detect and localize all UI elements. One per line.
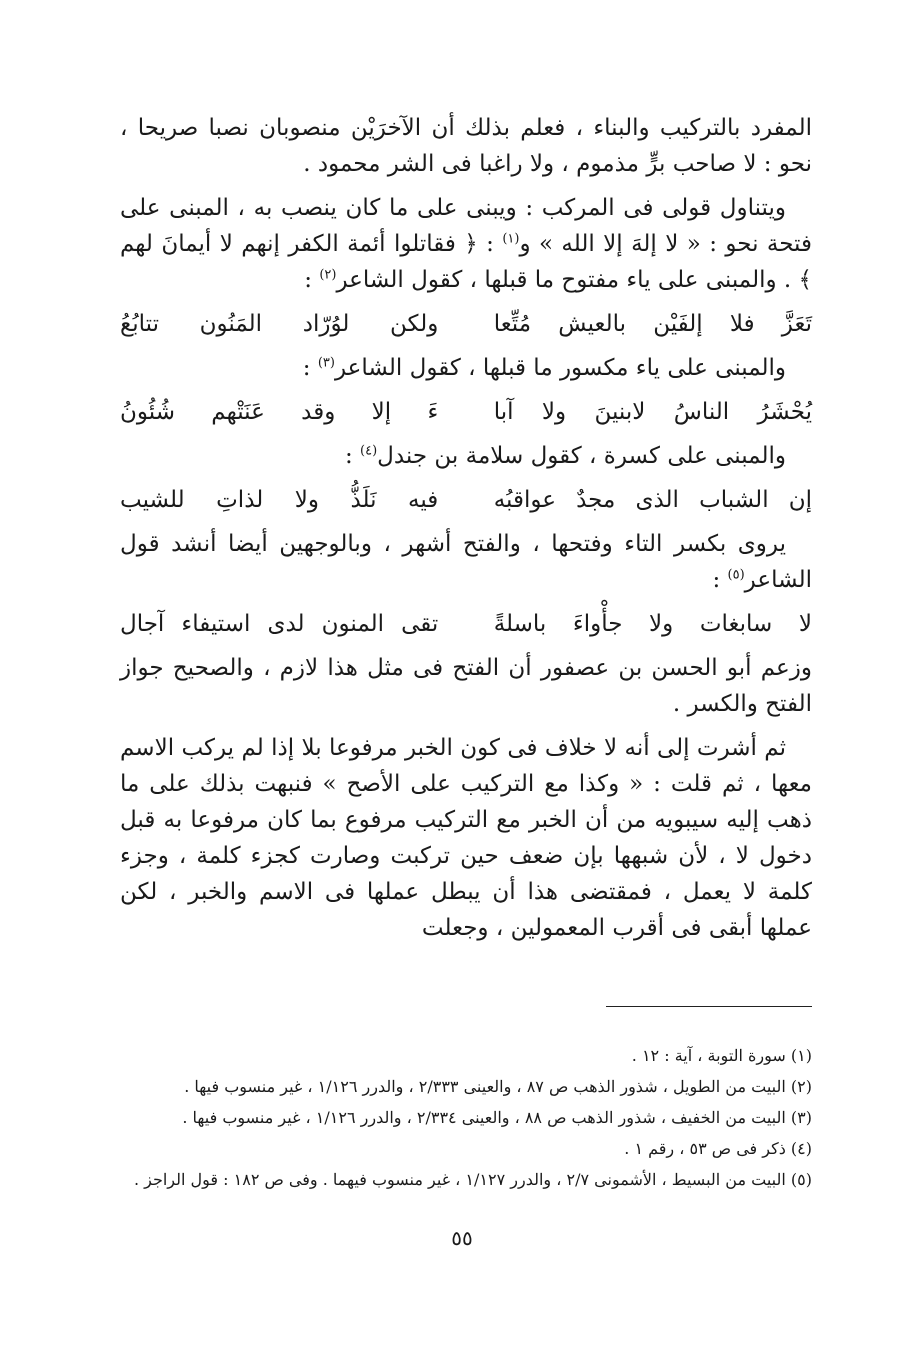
footnote-ref-3: (٣) bbox=[317, 355, 335, 371]
paragraph-3 bbox=[120, 350, 812, 386]
footnote-ref-4: (٤) bbox=[360, 443, 378, 459]
paragraph-4-part-a: والمبنى على كسرة ، كقول سلامة بن جندل bbox=[377, 443, 786, 469]
verse-1-first-hemistich: تَعَزَّ فلا إلفَيْن بالعيش مُتِّعا bbox=[493, 311, 812, 337]
paragraph-2-part-a: ويتناول قولى فى المركب : ويبنى على ما كان ينصب به ، المبنى على فتحة نحو : « لا إلهَ إلا الله » و bbox=[120, 195, 812, 257]
verse-2 bbox=[120, 394, 812, 430]
footnote-1: (١) سورة التوبة ، آية : ١٢ . bbox=[631, 1046, 812, 1065]
footnote-4: (٤) ذكر فى ص ٥٣ ، رقم ١ . bbox=[624, 1139, 812, 1158]
verse-3-second-hemistich: فيه نَلَذُّ ولا لذاتِ للشيب bbox=[120, 487, 439, 513]
verse-2-first-hemistich: يُحْشَرُ الناسُ لابنينَ ولا آبا bbox=[493, 399, 812, 425]
verse-4-second-hemistich: تقى المنون لدى استيفاء آجال bbox=[120, 611, 439, 637]
footnotes bbox=[100, 1040, 812, 1195]
paragraph-1: المفرد بالتركيب والبناء ، فعلم بذلك أن الآخرَيْن منصوبان نصبا صريحا ، نحو : لا صاحب برٍّ مذموم ، ولا راغبا فى الشر محمود . bbox=[120, 115, 812, 177]
verse-4 bbox=[120, 606, 812, 642]
main-text bbox=[120, 110, 812, 954]
paragraph-5-part-b: : bbox=[712, 567, 728, 593]
paragraph-6: وزعم أبو الحسن بن عصفور أن الفتح فى مثل هذا لازم ، والصحيح جواز الفتح والكسر . bbox=[120, 655, 812, 717]
verse-3 bbox=[120, 482, 812, 518]
paragraph-2 bbox=[120, 190, 812, 298]
paragraph-5 bbox=[120, 526, 812, 598]
footnote-ref-5: (٥) bbox=[727, 567, 745, 583]
page-number: ٥٥ bbox=[451, 1226, 473, 1250]
footnote-5: (٥) البيت من البسيط ، الأشمونى ٢/٧ ، والدرر ١/١٢٧ ، غير منسوب فيهما . وفى ص ١٨٢ : قول الراجز . bbox=[133, 1170, 812, 1189]
footnote-2: (٢) البيت من الطويل ، شذور الذهب ص ٨٧ ، والعينى ٢/٣٣٣ ، والدرر ١/١٢٦ ، غير منسوب فيها . bbox=[184, 1077, 812, 1096]
footnote-3: (٣) البيت من الخفيف ، شذور الذهب ص ٨٨ ، والعينى ٢/٣٣٤ ، والدرر ١/١٢٦ ، غير منسوب فيها . bbox=[182, 1108, 812, 1127]
footnote-separator bbox=[606, 1006, 812, 1007]
paragraph-4-part-b: : bbox=[344, 443, 360, 469]
verse-1-second-hemistich: ولكن لوُرّاد المَنُون تتابُعُ bbox=[120, 311, 439, 337]
paragraph-2-part-c: : bbox=[304, 267, 320, 293]
verse-1 bbox=[120, 306, 812, 342]
verse-2-second-hemistich: ءَ إلا وقد عَنَتْهم شُئُونُ bbox=[120, 399, 439, 425]
footnote-ref-1: (١) bbox=[502, 231, 520, 247]
paragraph-2-part-b: : ﴿ فقاتلوا أئمة الكفر إنهم لا أيمانَ لهم ﴾ . والمبنى على ياء مفتوح ما قبلها ، كقول الشاعر bbox=[120, 231, 812, 293]
paragraph-3-part-b: : bbox=[302, 355, 318, 381]
paragraph-3-part-a: والمبنى على ياء مكسور ما قبلها ، كقول الشاعر bbox=[334, 355, 786, 381]
paragraph-7: ثم أشرت إلى أنه لا خلاف فى كون الخبر مرفوعا بلا إذا لم يركب الاسم معها ، ثم قلت : « وكذا مع التركيب على الأصح » فنبهت بذلك على ما ذهب إليه سيبويه من أن الخبر مع التركيب مرفوع بما كان مرفوعا به قبل دخول لا ، لأن شبهها بإن ضعف حين تركبت وصارت كجزء كلمة ، وجزء كلمة لا يعمل ، فمقتضى هذا أن يبطل عملها فى الاسم والخبر ، لكن عملها أبقى فى أقرب المعمولين ، وجعلت bbox=[120, 735, 812, 941]
verse-3-first-hemistich: إن الشباب الذى مجدٌ عواقبُه bbox=[493, 487, 812, 513]
footnote-ref-2: (٢) bbox=[319, 267, 337, 283]
paragraph-5-part-a: يروى بكسر التاء وفتحها ، والفتح أشهر ، وبالوجهين أيضا أنشد قول الشاعر bbox=[120, 531, 812, 593]
verse-4-first-hemistich: لا سابغات ولا جأْواءَ باسلةً bbox=[493, 611, 812, 637]
paragraph-4 bbox=[120, 438, 812, 474]
